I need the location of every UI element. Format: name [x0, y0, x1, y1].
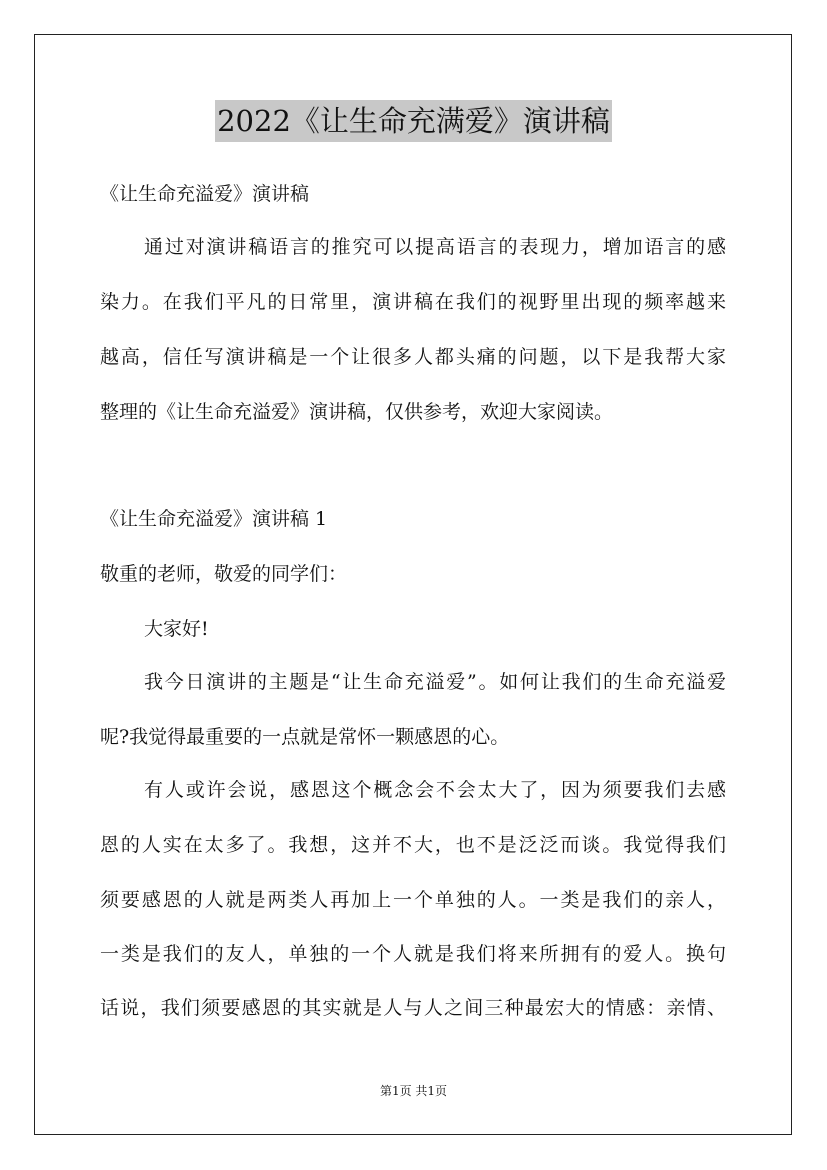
greeting-line: 大家好!: [144, 618, 209, 640]
salutation-line: 敬重的老师，敬爱的同学们：: [100, 563, 348, 585]
page-footer: 第1页 共1页: [379, 1084, 448, 1098]
paragraph-line: 染力。在我们平凡的日常里，演讲稿在我们的视野里出现的频率越来: [100, 291, 726, 313]
paragraph-line: 一类是我们的友人，单独的一个人就是我们将来所拥有的爱人。换句: [100, 943, 726, 965]
paragraph-line: 须要感恩的人就是两类人再加上一个单独的人。一类是我们的亲人，: [100, 889, 726, 911]
paragraph-line: 恩的人实在太多了。我想，这并不大，也不是泛泛而谈。我觉得我们: [100, 834, 726, 856]
paragraph-line: 越高，信任写演讲稿是一个让很多人都头痛的问题，以下是我帮大家: [100, 346, 726, 368]
section-heading: 《让生命充溢爱》演讲稿 1: [100, 508, 328, 530]
paragraph-line: 有人或许会说，感恩这个概念会不会太大了，因为须要我们去感: [144, 779, 726, 801]
subtitle-line: 《让生命充溢爱》演讲稿: [100, 183, 310, 205]
paragraph-line: 呢?我觉得最重要的一点就是常怀一颗感恩的心。: [100, 726, 510, 748]
paragraph-line: 我今日演讲的主题是“让生命充溢爱”。如何让我们的生命充溢爱: [144, 671, 726, 693]
paragraph-line: 话说，我们须要感恩的其实就是人与人之间三种最宏大的情感：亲情、: [100, 997, 726, 1019]
paragraph-line: 整理的《让生命充溢爱》演讲稿，仅供参考，欢迎大家阅读。: [100, 401, 614, 423]
title-container: [0, 100, 827, 142]
paragraph-line: 通过对演讲稿语言的推究可以提高语言的表现力，增加语言的感: [144, 236, 726, 258]
document-title: 2022《让生命充满爱》演讲稿: [215, 100, 612, 142]
